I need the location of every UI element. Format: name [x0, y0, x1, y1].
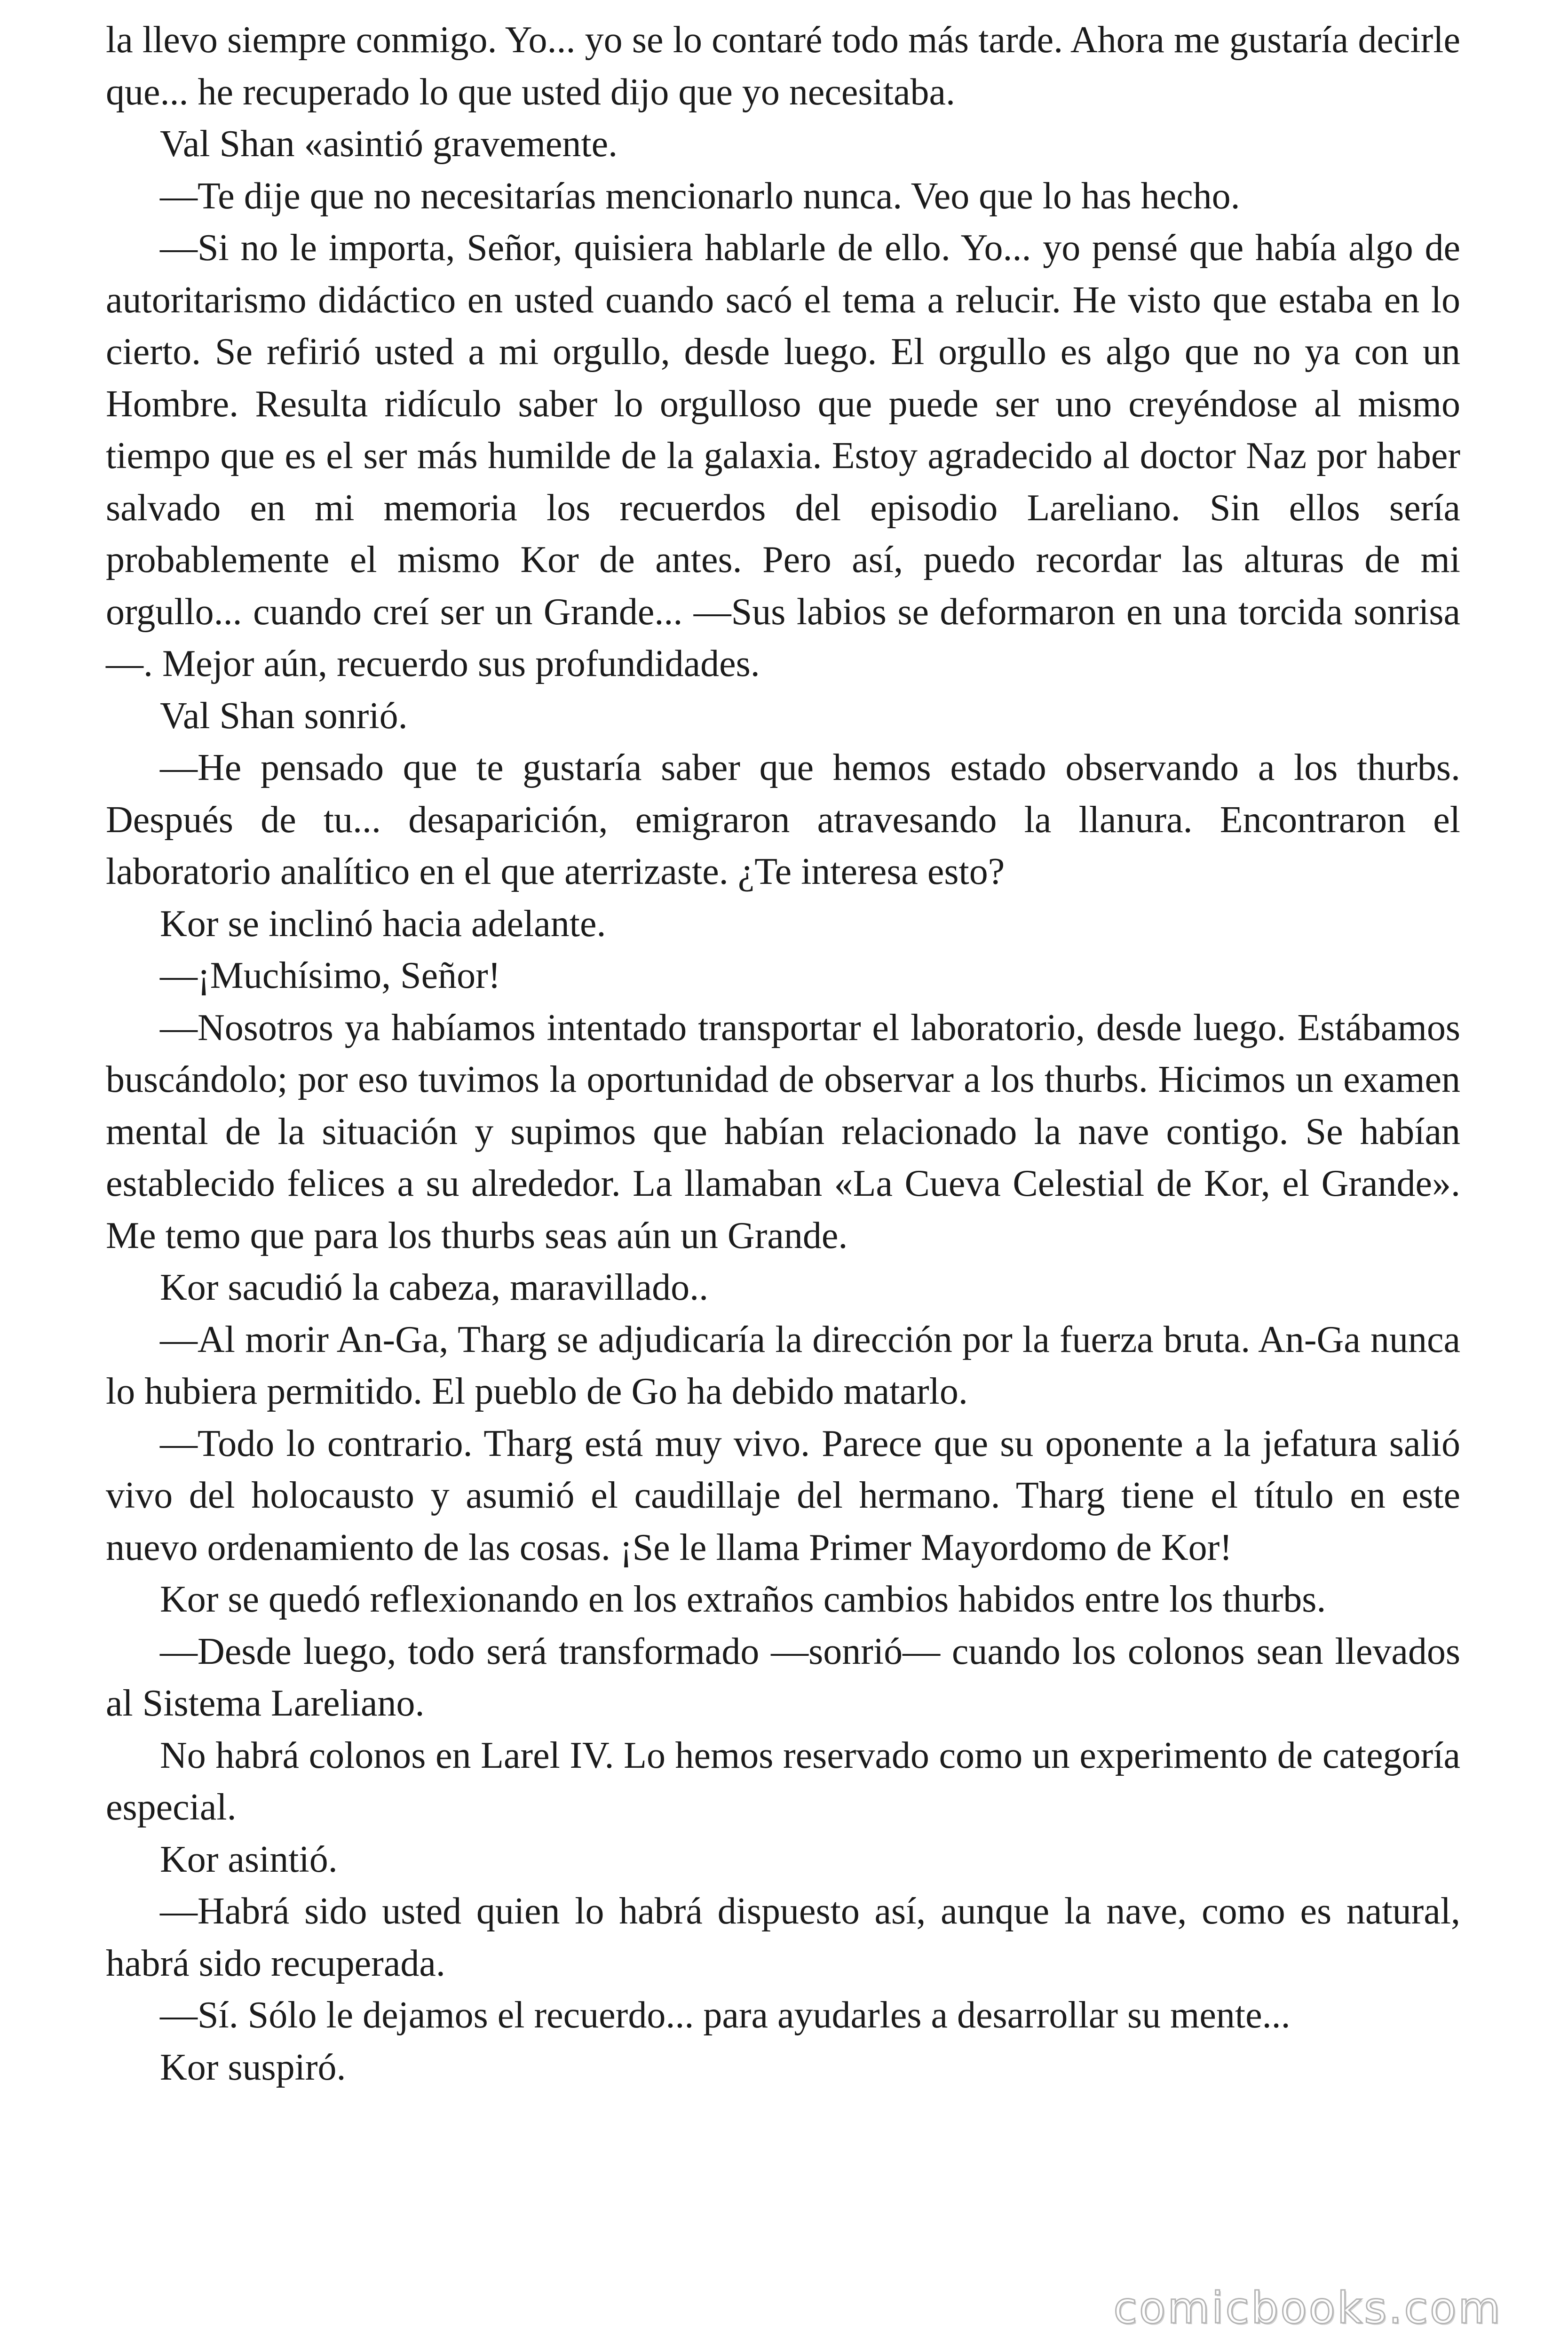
paragraph: Kor asintió.	[160, 1838, 338, 1880]
paragraph: —Nosotros ya habíamos intentado transportar el laboratorio, desde luego. Estábamos buscándolo; por eso tuvimos la oportunidad de observar a los thurbs. Hicimos un examen mental de la situación y supimos que habían relacionado la nave contigo. Se habían establecido felices a su alrededor. La llamaban «La Cueva Celestial de Kor, el Grande». Me temo que para los thurbs seas aún un Grande.	[106, 1007, 1460, 1256]
paragraph: —Sí. Sólo le dejamos el recuerdo... para ayudarles a desarrollar su mente...	[160, 1994, 1291, 2036]
watermark: comicbooks.com	[1113, 2283, 1502, 2333]
paragraph: —Desde luego, todo será transformado —sonrió— cuando los colonos sean llevados al Sistema Lareliano.	[106, 1630, 1460, 1724]
paragraph: Val Shan sonrió.	[160, 695, 408, 737]
paragraph: —¡Muchísimo, Señor!	[160, 955, 501, 996]
paragraph: No habrá colonos en Larel IV. Lo hemos reservado como un experimento de categoría especial.	[106, 1734, 1460, 1828]
paragraph: —He pensado que te gustaría saber que hemos estado observando a los thurbs. Después de tu... desaparición, emigraron atravesando la llanura. Encontraron el laboratorio analítico en el que aterrizaste. ¿Te interesa esto?	[106, 747, 1460, 892]
paragraph: Val Shan «asintió gravemente.	[160, 123, 618, 165]
paragraph: —Habrá sido usted quien lo habrá dispuesto así, aunque la nave, como es natural, habrá sido recuperada.	[106, 1891, 1460, 1984]
paragraph: —Al morir An-Ga, Tharg se adjudicaría la dirección por la fuerza bruta. An-Ga nunca lo hubiera permitido. El pueblo de Go ha debido matarlo.	[106, 1319, 1460, 1412]
paragraph: Kor sacudió la cabeza, maravillado..	[160, 1267, 709, 1308]
paragraph: Kor suspiró.	[160, 2046, 346, 2088]
paragraph: —Todo lo contrario. Tharg está muy vivo. Parece que su oponente a la jefatura salió vivo del holocausto y asumió el caudillaje del hermano. Tharg tiene el título en este nuevo ordenamiento de las cosas. ¡Se le llama Primer Mayordomo de Kor!	[106, 1422, 1460, 1568]
paragraph: la llevo siempre conmigo. Yo... yo se lo contaré todo más tarde. Ahora me gustaría decirle que... he recuperado lo que usted dijo que yo necesitaba.	[106, 19, 1460, 113]
paragraph: —Te dije que no necesitarías mencionarlo nunca. Veo que lo has hecho.	[160, 175, 1240, 217]
paragraph: Kor se quedó reflexionando en los extraños cambios habidos entre los thurbs.	[160, 1579, 1326, 1620]
paragraph: —Si no le importa, Señor, quisiera hablarle de ello. Yo... yo pensé que había algo de autoritarismo didáctico en usted cuando sacó el tema a relucir. He visto que estaba en lo cierto. Se refirió usted a mi orgullo, desde luego. El orgullo es algo que no ya con un Hombre. Resulta ridículo saber lo orgulloso que puede ser uno creyéndose al mismo tiempo que es el ser más humilde de la galaxia. Estoy agradecido al doctor Naz por haber salvado en mi memoria los recuerdos del episodio Lareliano. Sin ellos sería probablemente el mismo Kor de antes. Pero así, puedo recordar las alturas de mi orgullo... cuando creí ser un Grande... —Sus labios se deformaron en una torcida sonrisa—. Mejor aún, recuerdo sus profundidades.	[106, 227, 1460, 684]
paragraph: Kor se inclinó hacia adelante.	[160, 903, 606, 945]
page-text	[106, 14, 1460, 2093]
